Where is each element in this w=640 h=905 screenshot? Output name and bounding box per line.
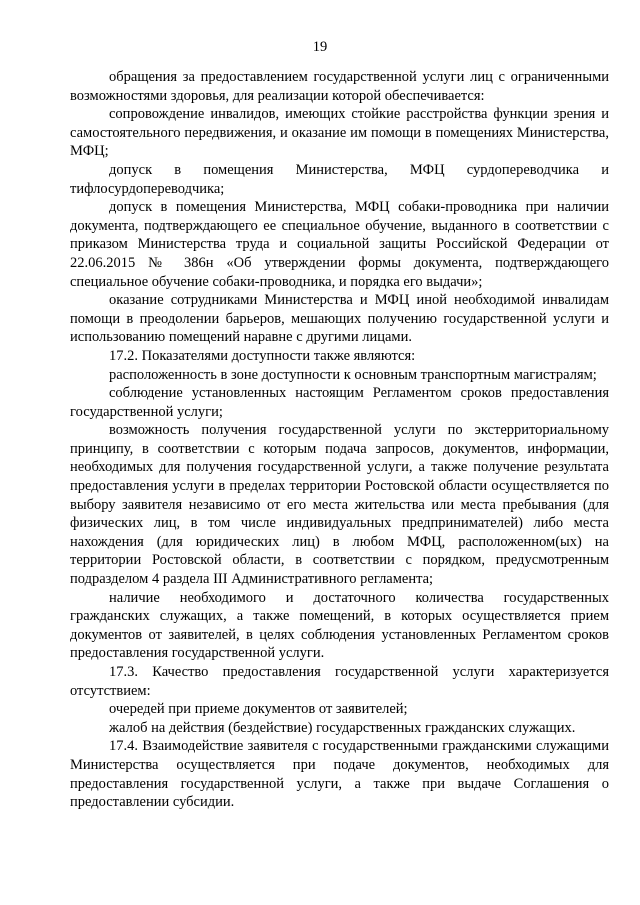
paragraph-deadlines: соблюдение установленных настоящим Регламентом сроков предоставления государственной услуги; [70,385,609,420]
paragraph-no-queues: очередей при приеме документов от заявителей; [109,701,408,718]
document-body [70,68,609,812]
paragraph-no-complaints: жалоб на действия (бездействие) государственных гражданских служащих. [109,719,576,736]
paragraph-escort-disabled: сопровождение инвалидов, имеющих стойкие расстройства функции зрения и самостоятельного передвижения, и оказание им помощи в помещениях Министерства, МФЦ; [70,106,609,160]
paragraph-17-4-interaction: 17.4. Взаимодействие заявителя с государственными гражданскими служащими Министерства осуществляется при подаче документов, необходимых для предоставления государственной услуги, а также при выдаче Соглашения о предоставлении субсидии. [70,738,609,811]
paragraph-extraterritorial: возможность получения государственной услуги по экстерриториальному принципу, в соответствии с которым подача запросов, документов, информации, необходимых для получения государственной услуги, а также получение результата предоставления услуги в пределах территории Ростовской области осуществляется по выбору заявителя независимо от его места жительства или места пребывания (для физических лиц, в том числе индивидуальных предпринимателей) либо места нахождения (для юридических лиц) в любом МФЦ, расположенном(ых) на территории Ростовской области, в соответствии с порядком, предусмотренным подразделом 4 раздела III Административного регламента; [70,422,609,588]
paragraph-sign-interpreter: допуск в помещения Министерства, МФЦ сурдопереводчика и тифлосурдопереводчика; [70,161,609,197]
paragraph-17-3-quality: 17.3. Качество предоставления государственной услуги характеризуется отсутствием: [70,664,609,699]
paragraph-17-2-heading: 17.2. Показателями доступности также являются: [109,347,416,364]
page-number: 19 [312,39,328,55]
paragraph-staff-sufficiency: наличие необходимого и достаточного количества государственных гражданских служащих, а также помещений, в которых осуществляется прием документов от заявителей, в целях соблюдения установленных Регламентом сроков предоставления государственной услуги. [70,589,609,662]
paragraph-transport-access: расположенность в зоне доступности к основным транспортным магистралям; [109,366,597,383]
paragraph-accessibility-intro: обращения за предоставлением государственной услуги лиц с ограниченными возможностями здоровья, для реализации которой обеспечивается: [70,69,609,104]
paragraph-staff-assistance: оказание сотрудниками Министерства и МФЦ иной необходимой инвалидам помощи в преодолении барьеров, мешающих получению государственной услуги и использованию помещений наравне с другими лицами. [70,292,609,346]
paragraph-guide-dog: допуск в помещения Министерства, МФЦ собаки-проводника при наличии документа, подтверждающего ее специальное обучение, выданного в соответствии с приказом Министерства труда и социальной защиты Российской Федерации от 22.06.2015 № 386н «Об утверждении формы документа, подтверждающего специальное обучение собаки-проводника, и порядка его выдачи»; [70,199,609,290]
